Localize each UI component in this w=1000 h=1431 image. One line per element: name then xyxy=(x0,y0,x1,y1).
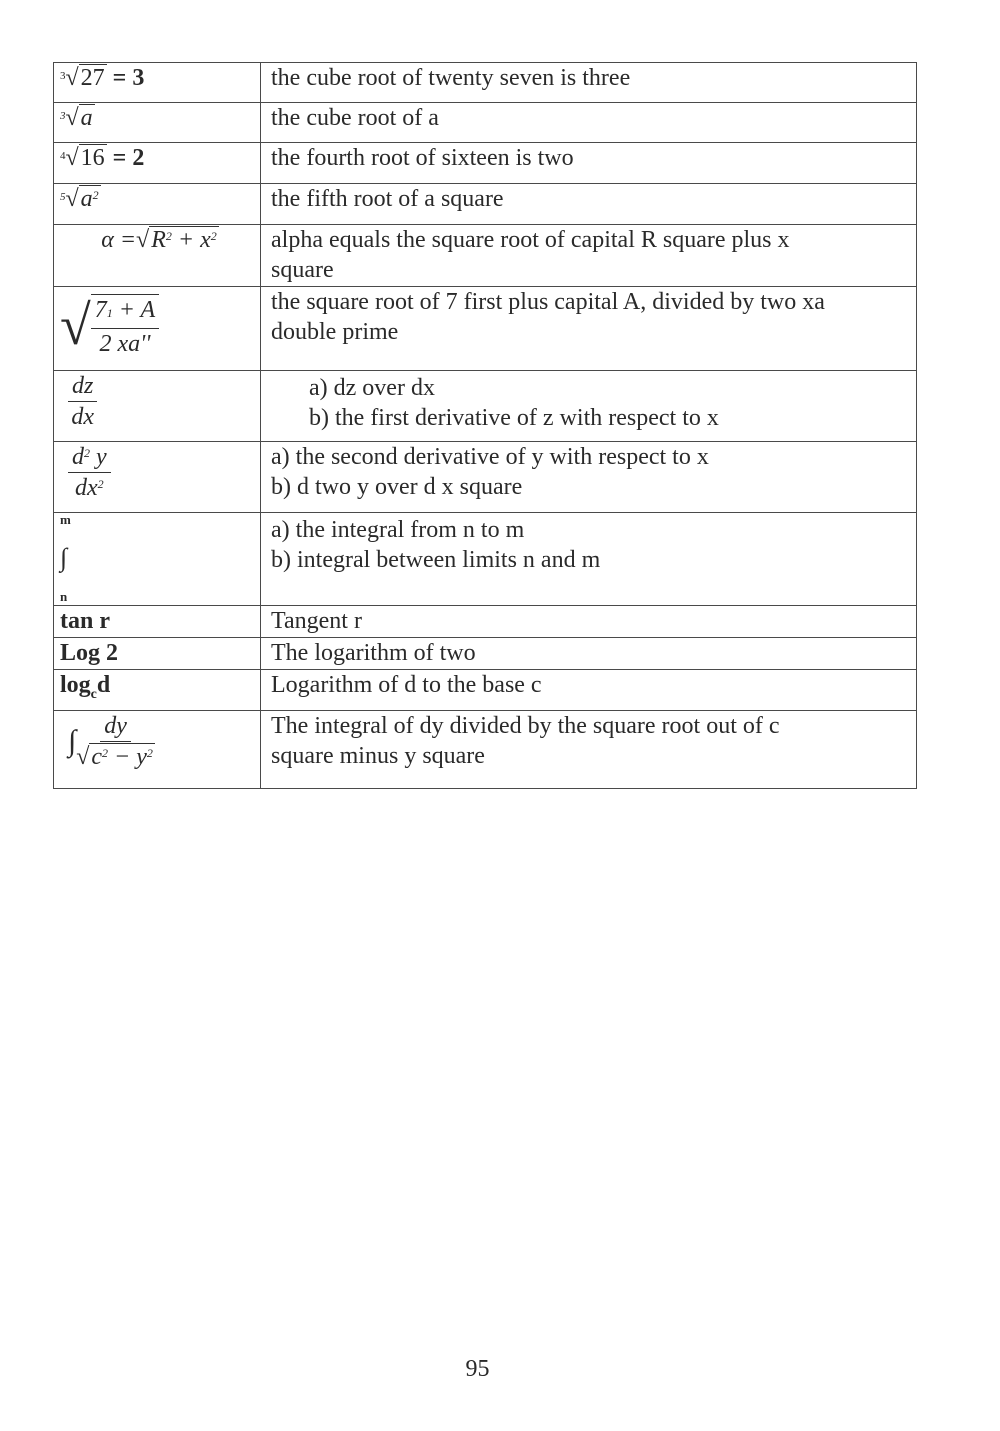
alpha-equation: $\alpha =√R^2 + x^2$ xyxy=(101,227,217,253)
denominator: 2 xa'' xyxy=(99,330,151,357)
integral-sign: ∫ xyxy=(68,724,77,758)
fourth-root-16-expression: $^4$√16 = 2 xyxy=(60,145,145,171)
page-number: 95 xyxy=(465,1356,490,1382)
description-cell xyxy=(261,442,917,513)
description-line: b) the first derivative of z with respect to x xyxy=(309,405,719,431)
table-row xyxy=(54,225,917,287)
log-base-expression xyxy=(60,672,111,702)
radicand: 16 xyxy=(80,145,105,171)
expression-cell xyxy=(54,103,261,143)
exponent: 2 xyxy=(92,188,99,202)
exponent: 2 xyxy=(210,229,217,243)
argument: d xyxy=(96,672,111,698)
table-row xyxy=(54,513,917,606)
expression-cell xyxy=(54,442,261,513)
expression-cell xyxy=(54,225,261,287)
root-fraction-expression: √ $\frac{71 + A}{2 xa''}$ xyxy=(60,291,159,361)
fifth-root-expression: $^5√a^2$ xyxy=(60,186,99,212)
table-row xyxy=(54,143,917,184)
expression-cell xyxy=(54,638,261,670)
lower-limit: n xyxy=(60,589,68,604)
description-cell xyxy=(261,184,917,225)
numerator-rest: + A xyxy=(112,296,156,323)
lhs: α = xyxy=(101,227,137,253)
description-cell xyxy=(261,710,917,788)
expression-cell xyxy=(54,143,261,184)
table-row xyxy=(54,670,917,711)
description-line: a) dz over dx xyxy=(309,375,435,401)
base: c xyxy=(90,686,97,702)
root-index: 4 xyxy=(60,150,66,162)
tangent-expression: tan r xyxy=(60,608,110,634)
table-row xyxy=(54,710,917,788)
numerator: dy xyxy=(100,711,131,742)
d: d xyxy=(72,444,84,470)
table-row xyxy=(54,606,917,638)
description-cell xyxy=(261,371,917,442)
description-cell xyxy=(261,63,917,103)
description-line: b) integral between limits n and m xyxy=(271,547,601,573)
table-row xyxy=(54,103,917,143)
var-x: x xyxy=(200,227,211,253)
description-line: double prime xyxy=(271,319,399,345)
dz-dx-fraction xyxy=(68,371,97,432)
integral-limits-expression xyxy=(60,513,260,605)
dx: dx xyxy=(75,475,98,501)
denominator: dx xyxy=(71,404,94,430)
var-r: R xyxy=(151,227,166,253)
description-line: a) the second derivative of y with respect to x xyxy=(271,444,709,470)
radicand: 27 xyxy=(80,65,105,91)
var-y: y xyxy=(136,743,147,770)
exponent: 2 xyxy=(84,446,90,460)
description-cell xyxy=(261,143,917,184)
description-line: Tangent r xyxy=(271,608,362,634)
table-row xyxy=(54,63,917,103)
operator: + xyxy=(171,227,201,253)
upper-limit: m xyxy=(60,512,71,527)
description-line: the cube root of twenty seven is three xyxy=(271,65,631,91)
expression-cell xyxy=(54,606,261,638)
description-line: square minus y square xyxy=(271,742,485,769)
log: log xyxy=(60,672,91,698)
table-row xyxy=(54,184,917,225)
table-row xyxy=(54,638,917,670)
description-cell xyxy=(261,103,917,143)
numerator: dz xyxy=(68,371,97,402)
expression-cell xyxy=(54,513,261,606)
result: = 3 xyxy=(106,65,145,91)
description-cell xyxy=(261,638,917,670)
exponent: 2 xyxy=(146,745,153,760)
root-index: 5 xyxy=(60,191,66,203)
radicand: a xyxy=(80,105,93,131)
operator: − xyxy=(108,743,137,770)
second-derivative-fraction xyxy=(68,442,111,503)
subscript: 1 xyxy=(106,305,113,320)
expression-cell xyxy=(54,670,261,711)
description-cell xyxy=(261,670,917,711)
description-line: the cube root of a xyxy=(271,105,439,131)
table-row xyxy=(54,287,917,371)
expression-cell xyxy=(54,371,261,442)
y: y xyxy=(90,444,107,470)
root-index: 3 xyxy=(60,70,66,82)
integral-sign: ∫ xyxy=(60,543,68,572)
description-cell xyxy=(261,606,917,638)
description-cell xyxy=(261,287,917,371)
description-line: square xyxy=(271,257,334,283)
glossary-table xyxy=(53,62,917,789)
description-cell xyxy=(261,513,917,606)
result: = 2 xyxy=(106,145,145,171)
description-line: the fifth root of a square xyxy=(271,186,504,212)
expression-cell xyxy=(54,287,261,371)
exponent: 2 xyxy=(102,745,109,760)
description-line: b) d two y over d x square xyxy=(271,474,523,500)
exponent: 2 xyxy=(165,229,172,243)
description-line: the fourth root of sixteen is two xyxy=(271,145,574,171)
root-index: 3 xyxy=(60,110,66,122)
radicand: a xyxy=(80,186,93,212)
description-line: Logarithm of d to the base c xyxy=(271,672,542,698)
numerator-seven: 7 xyxy=(94,296,107,323)
table-row xyxy=(54,371,917,442)
cube-root-27-expression: $^3$√27 = 3 xyxy=(60,65,145,91)
var-c: c xyxy=(91,743,103,770)
description-line: alpha equals the square root of capital R square plus x xyxy=(271,227,790,253)
log-expression: Log 2 xyxy=(60,640,119,666)
cube-root-a-expression: $^3$√a xyxy=(60,105,93,131)
exponent: 2 xyxy=(97,477,104,491)
description-line: a) the integral from n to m xyxy=(271,517,525,543)
integral-fraction-expression: ∫ $\frac{dy}{√c^2 - y^2}$ xyxy=(68,712,153,770)
description-line: the square root of 7 first plus capital A, divided by two xa xyxy=(271,289,825,315)
description-cell xyxy=(261,225,917,287)
expression-cell xyxy=(54,710,261,788)
table-row xyxy=(54,442,917,513)
description-line: The logarithm of two xyxy=(271,640,476,666)
expression-cell xyxy=(54,184,261,225)
description-line: The integral of dy divided by the square root out of c xyxy=(271,712,780,739)
expression-cell xyxy=(54,63,261,103)
